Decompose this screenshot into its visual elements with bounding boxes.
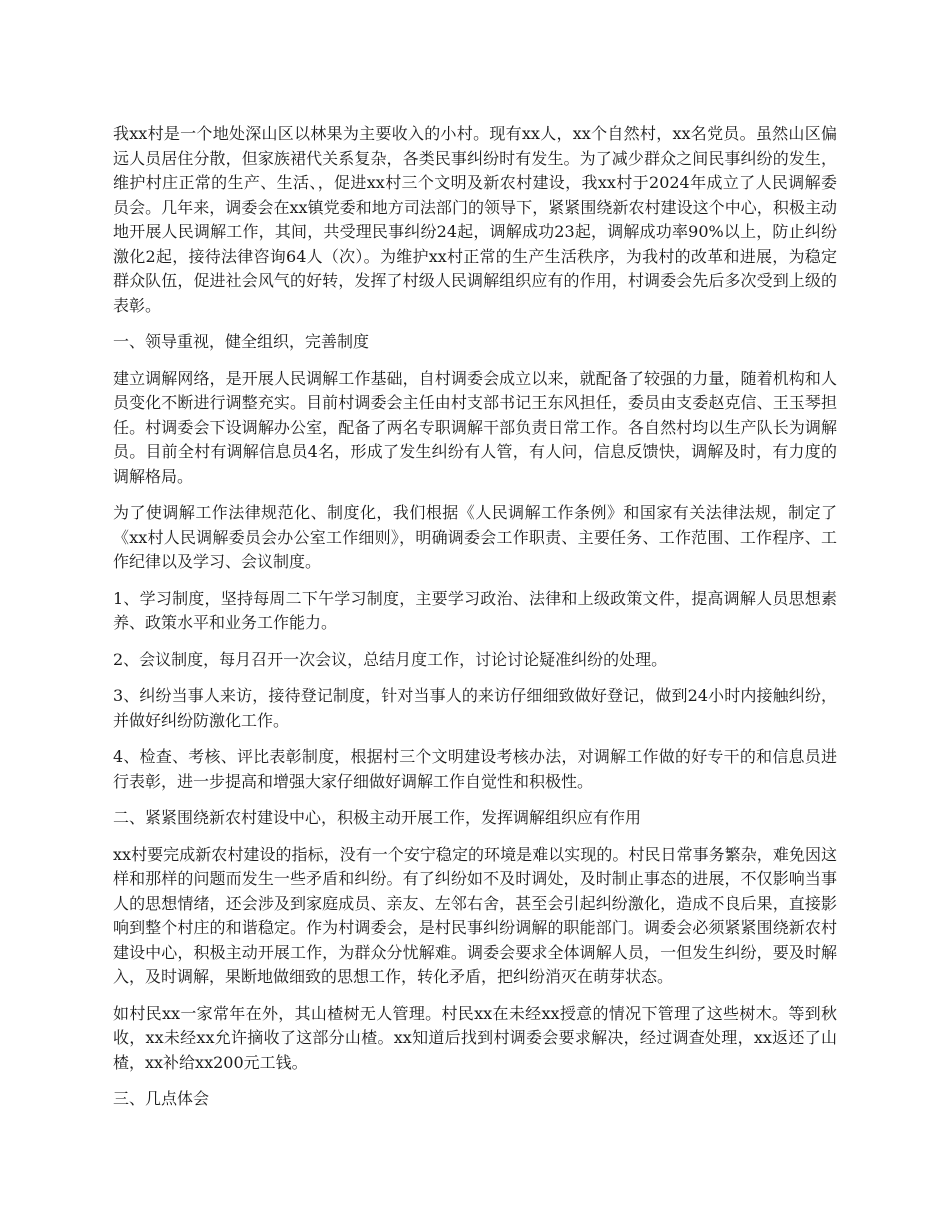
case-example-paragraph: 如村民xx一家常年在外，其山楂树无人管理。村民xx在未经xx授意的情况下管理了这些树木。等到秋收，xx未经xx允许摘收了这部分山楂。xx知道后找到村调委会要求解决，经过调查处理，xx返还了山楂，xx补给xx200元工钱。 <box>113 1003 837 1072</box>
rule-item-1: 1、学习制度，坚持每周二下午学习制度，主要学习政治、法律和上级政策文件，提高调解人员思想素养、政策水平和业务工作能力。 <box>113 588 837 632</box>
intro-paragraph: 我xx村是一个地处深山区以林果为主要收入的小村。现有xx人，xx个自然村，xx名党员。虽然山区偏远人员居住分散，但家族裙代关系复杂，各类民事纠纷时有发生。为了减少群众之间民事纠纷的发生，维护村庄正常的生产、生活、，促进xx村三个文明及新农村建设，我xx村于2024年成立了人民调解委员会。几年来，调委会在xx镇党委和地方司法部门的领导下，紧紧围绕新农村建设这个中心，积极主动地开展人民调解工作，其间，共受理民事纠纷24起，调解成功23起，调解成功率90%以上，防止纠纷激化2起，接待法律咨询64人（次）。为维护xx村正常的生产生活秩序，为我村的改革和进展，为稳定群众队伍，促进社会风气的好转，发挥了村级人民调解组织应有的作用，村调委会先后多次受到上级的表彰。 <box>113 124 837 315</box>
body-paragraph: 为了使调解工作法律规范化、制度化，我们根据《人民调解工作条例》和国家有关法律法规，制定了《xx村人民调解委员会办公室工作细则》，明确调委会工作职责、主要任务、工作范围、工作程序、工作纪律以及学习、会议制度。 <box>113 503 837 571</box>
body-paragraph: 建立调解网络，是开展人民调解工作基础，自村调委会成立以来，就配备了较强的力量，随着机构和人员变化不断进行调整充实。目前村调委会主任由村支部书记王东风担任，委员由支委赵克信、王玉琴担任。村调委会下设调解办公室，配备了两名专职调解干部负责日常工作。各自然村均以生产队长为调解员。目前全村有调解信息员4名，形成了发生纠纷有人管，有人问，信息反馈快，调解及时，有力度的调解格局。 <box>113 368 837 486</box>
section-heading-3: 三、几点体会 <box>113 1089 210 1108</box>
body-paragraph: xx村要完成新农村建设的指标，没有一个安宁稳定的环境是难以实现的。村民日常事务繁杂，难免因这样和那样的问题而发生一些矛盾和纠纷。有了纠纷如不及时调处，及时制止事态的进展，不仅影响当事人的思想情绪，还会涉及到家庭成员、亲友、左邻右舍，甚至会引起纠纷激化，造成不良后果，直接影响到整个村庄的和谐稳定。作为村调委会，是村民事纠纷调解的职能部门。调委会必须紧紧围绕新农村建设中心，积极主动开展工作，为群众分忧解难。调委会要求全体调解人员，一但发生纠纷，要及时解入，及时调解，果断地做细致的思想工作，转化矛盾，把纠纷消灭在萌芽状态。 <box>113 844 837 986</box>
section-heading-2: 二、紧紧围绕新农村建设中心，积极主动开展工作，发挥调解组织应有作用 <box>113 808 642 827</box>
rule-item-2: 2、会议制度，每月召开一次会议，总结月度工作，讨论讨论疑准纠纷的处理。 <box>113 649 668 669</box>
section-heading-1: 一、领导重视，健全组织，完善制度 <box>113 332 370 351</box>
rule-item-3: 3、纠纷当事人来访，接待登记制度，针对当事人的来访仔细细致做好登记，做到24小时内接触纠纷，并做好纠纷防激化工作。 <box>113 686 837 730</box>
rule-item-4: 4、检查、考核、评比表彰制度，根据村三个文明建设考核办法，对调解工作做的好专干的和信息员进行表彰，进一步提高和增强大家仔细做好调解工作自觉性和积极性。 <box>113 747 837 791</box>
